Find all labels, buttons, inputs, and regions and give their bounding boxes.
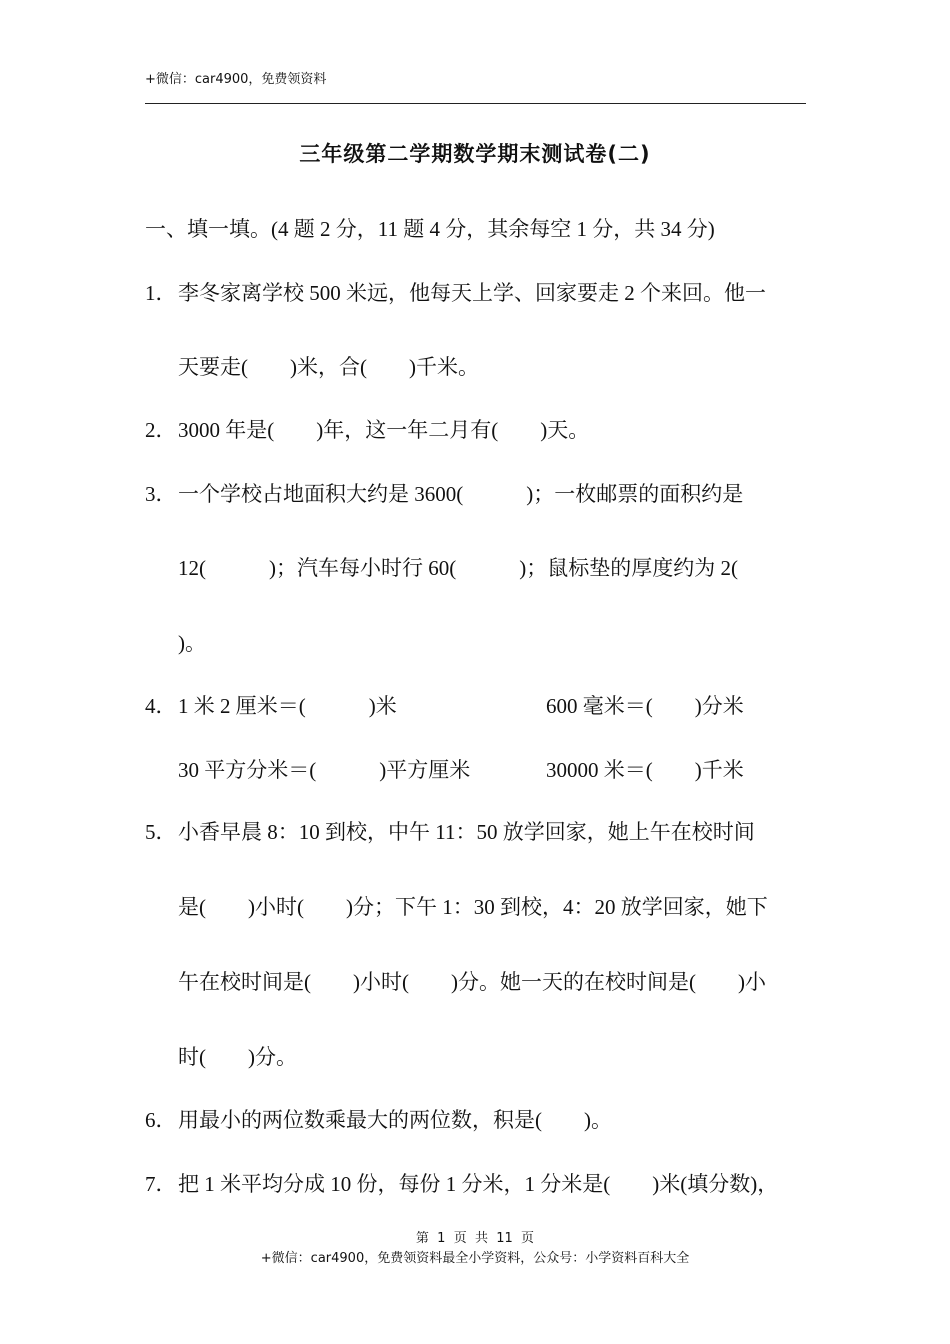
question-5-line-3: 午在校时间是( )小时( )分。她一天的在校时间是( )小	[178, 970, 766, 994]
question-6-line-1: 用最小的两位数乘最大的两位数，积是( )。	[178, 1108, 612, 1132]
page-header: +微信：car4900，免费领资料	[145, 72, 327, 87]
question-1-line-2: 天要走( )米，合( )千米。	[178, 355, 479, 379]
page-title: 三年级第二学期数学期末测试卷(二)	[299, 142, 651, 166]
question-4-part-b: 600 毫米＝( )分米	[546, 694, 744, 718]
question-3-line-2: 12( )；汽车每小时行 60( )；鼠标垫的厚度约为 2(	[178, 556, 738, 580]
question-2-line-1: 3000 年是( )年，这一年二月有( )天。	[178, 418, 590, 442]
question-7-number: 7．	[145, 1172, 177, 1196]
page-number: 第 1 页 共 11 页	[415, 1231, 535, 1246]
question-5-line-4: 时( )分。	[178, 1045, 297, 1069]
question-3-line-1: 一个学校占地面积大约是 3600( )；一枚邮票的面积约是	[178, 482, 744, 506]
question-4-part-c: 30 平方分米＝( )平方厘米	[178, 758, 471, 782]
question-4-part-d: 30000 米＝( )千米	[546, 758, 744, 782]
question-1-line-1: 李冬家离学校 500 米远，他每天上学、回家要走 2 个来回。他一	[178, 281, 766, 305]
question-3-number: 3．	[145, 482, 177, 506]
question-6-number: 6．	[145, 1108, 177, 1132]
header-divider	[145, 103, 806, 104]
section-heading: 一、填一填。(4 题 2 分，11 题 4 分，其余每空 1 分，共 34 分)	[145, 217, 715, 241]
footer-note: +微信：car4900，免费领资料最全小学资料，公众号：小学资料百科大全	[260, 1251, 690, 1266]
question-5-number: 5．	[145, 820, 177, 844]
question-5-line-1: 小香早晨 8：10 到校，中午 11：50 放学回家，她上午在校时间	[178, 820, 755, 844]
question-3-line-3: )。	[178, 631, 206, 655]
question-1-number: 1．	[145, 281, 177, 305]
question-4-part-a: 1 米 2 厘米＝( )米	[178, 694, 397, 718]
question-4-number: 4．	[145, 694, 177, 718]
question-7-line-1: 把 1 米平均分成 10 份，每份 1 分米，1 分米是( )米(填分数)，	[178, 1172, 779, 1196]
question-2-number: 2．	[145, 418, 177, 442]
question-5-line-2: 是( )小时( )分；下午 1：30 到校，4：20 放学回家，她下	[178, 895, 768, 919]
